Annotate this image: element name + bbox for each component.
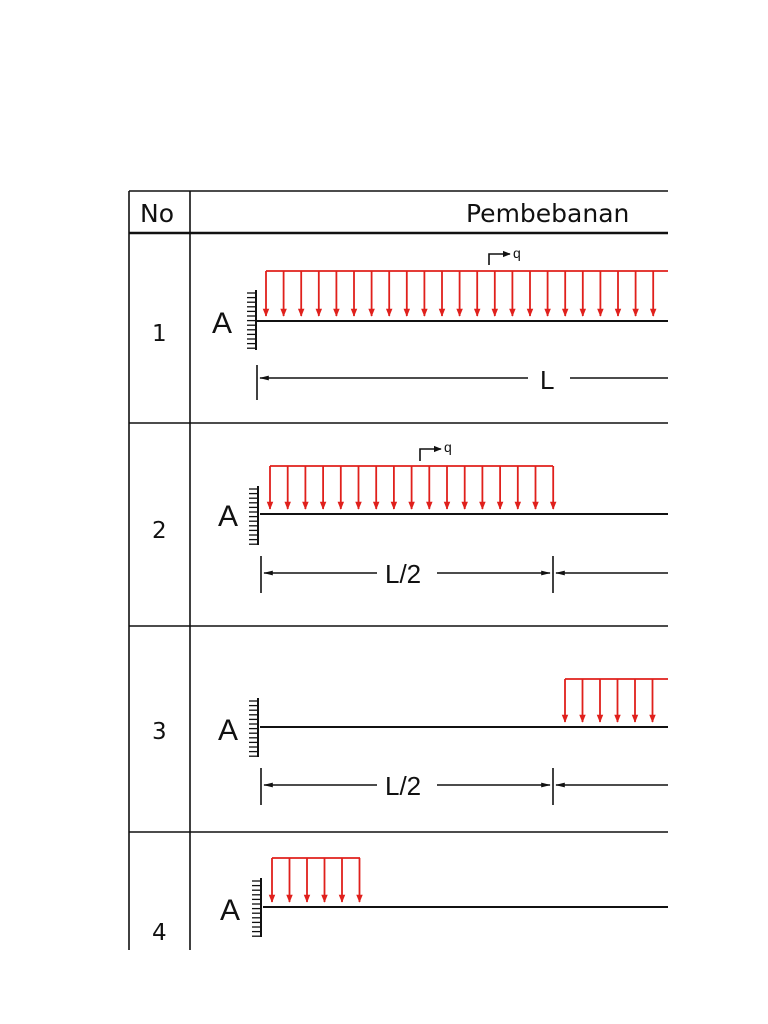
row-number: 2 (152, 518, 167, 544)
dimension-label: L (540, 365, 555, 395)
fixed-support (252, 878, 261, 937)
header-no: No (140, 199, 174, 228)
load-arrows (565, 679, 653, 722)
load-arrows (272, 858, 360, 902)
load-symbol-arrow (489, 254, 510, 265)
load-symbol-arrow (420, 449, 441, 461)
distributed-load (565, 679, 668, 722)
load-arrows (266, 271, 653, 316)
load-symbol-label: q (444, 439, 452, 455)
row-number: 1 (152, 321, 167, 347)
beams (257, 321, 668, 907)
row-number: 4 (152, 920, 167, 946)
support-label: A (212, 307, 233, 340)
dimension-line (261, 768, 668, 805)
dimension-label: L/2 (385, 771, 422, 801)
support-label: A (218, 714, 239, 747)
fixed-support (249, 486, 258, 545)
support-label: A (218, 500, 239, 533)
fixed-support (249, 698, 258, 757)
row-number: 3 (152, 719, 167, 745)
header-loading: Pembebanan (466, 199, 630, 228)
load-symbol (420, 439, 452, 461)
support-label: A (220, 894, 241, 927)
load-arrows (270, 466, 553, 509)
dimension-line (261, 556, 668, 593)
load-symbol-label: q (513, 245, 521, 261)
distributed-load (272, 858, 360, 902)
dimension-line (257, 365, 668, 400)
distributed-load (266, 271, 668, 316)
dimension-label: L/2 (385, 559, 422, 589)
load-symbol (489, 245, 521, 265)
distributed-load (270, 466, 553, 509)
fixed-support (247, 290, 256, 350)
